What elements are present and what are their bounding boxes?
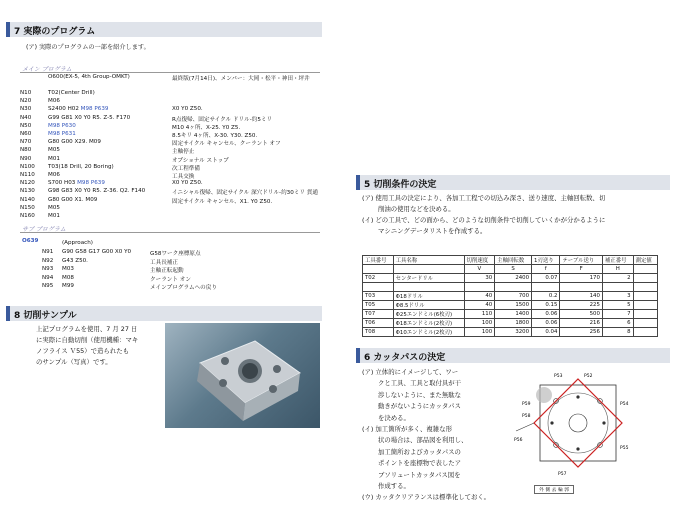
table-header-cell: H bbox=[602, 265, 633, 274]
g-code: G99 G81 X0 Y0 R5. Z-5. F170 bbox=[48, 114, 131, 121]
table-header-cell: 切削速度 bbox=[464, 256, 495, 265]
sample-photo bbox=[165, 323, 320, 428]
line-number: N80 bbox=[20, 147, 32, 154]
table-cell: 100 bbox=[464, 328, 495, 337]
table-header-cell bbox=[633, 265, 657, 274]
point-label: P56 bbox=[514, 438, 523, 443]
program-comment: 主軸停止 bbox=[172, 149, 195, 156]
program-comment: R点復帰、固定サイクル ドリル-約5ミリ bbox=[172, 116, 273, 123]
program-row bbox=[20, 197, 97, 203]
table-header-row bbox=[363, 256, 658, 265]
table-header-cell: 補正番号 bbox=[602, 256, 633, 265]
table-cell: T06 bbox=[363, 319, 394, 328]
line-number: N160 bbox=[20, 213, 35, 219]
table-row bbox=[363, 292, 658, 301]
table-cell: 110 bbox=[464, 310, 495, 319]
point-label: P55 bbox=[620, 446, 629, 451]
g-code: M01 bbox=[48, 213, 60, 219]
program-row bbox=[20, 172, 60, 178]
table-cell: T02 bbox=[363, 274, 394, 283]
program-comment: G58ワーク座標原点 bbox=[150, 251, 201, 257]
program-row bbox=[20, 123, 76, 129]
section-6-title: 6 カッタパスの決定 bbox=[364, 353, 446, 363]
line-number: N140 bbox=[20, 196, 35, 203]
table-cell: 6 bbox=[602, 319, 633, 328]
section-6-text bbox=[362, 367, 490, 504]
table-cell: Φ18エンドミル(2枚刃) bbox=[393, 319, 464, 328]
line-number: N120 bbox=[20, 180, 35, 187]
text-line: (ア) 使用工具の決定により、各加工工程での切込み深さ、送り速度、主軸回転数、切 bbox=[362, 194, 606, 202]
table-cell bbox=[560, 283, 603, 292]
text-line: のサンプル（写真）です。 bbox=[36, 358, 112, 366]
text-line: クと工具、工具と取付具が干 bbox=[378, 379, 462, 388]
table-cell bbox=[495, 283, 532, 292]
line-number: N150 bbox=[20, 204, 35, 211]
section-5-title: 5 切削条件の決定 bbox=[364, 180, 437, 190]
table-cell: 1800 bbox=[495, 319, 532, 328]
line-number: N10 bbox=[20, 90, 32, 96]
program-comment: 工具長補正 bbox=[150, 259, 178, 266]
program-comment: メインプログラムへの戻り bbox=[150, 285, 217, 292]
table-cell: Φ8.5ドリル bbox=[393, 301, 464, 310]
program-comment: M10 4ヶ所、X-25. Y0 Z5. bbox=[172, 124, 241, 131]
program-row bbox=[20, 205, 60, 211]
table-header-cell: 工具番号 bbox=[363, 256, 394, 265]
g-code: G90 G58 G17 G00 X0 Y0 bbox=[62, 249, 132, 255]
program-row bbox=[20, 213, 60, 219]
text-line: 作成する。 bbox=[378, 482, 410, 491]
table-cell: 2 bbox=[602, 274, 633, 283]
g-code: S700 H03 bbox=[48, 180, 78, 187]
main-program-label: メイン プログラム bbox=[22, 66, 72, 73]
g-code: M06 bbox=[48, 98, 60, 105]
text-line: (イ) どの工具で、どの面から、どのような切削条件で切削していくかが分かるように bbox=[362, 216, 606, 224]
table-cell: 0.2 bbox=[532, 292, 560, 301]
line-number: N90 bbox=[20, 155, 32, 162]
section-8-text bbox=[36, 324, 138, 368]
g-code: G80 G00 X1. M09 bbox=[48, 196, 98, 203]
table-cell: 216 bbox=[560, 319, 603, 328]
point-label: P54 bbox=[620, 402, 629, 407]
g-code: M99 bbox=[62, 283, 74, 290]
program-comment: 固定サイクル キャンセル、X1. Y0 Z50. bbox=[172, 198, 273, 205]
point-label: P57 bbox=[558, 472, 567, 477]
subprogram-call: M98 P639 bbox=[77, 180, 105, 187]
table-cell: T08 bbox=[363, 328, 394, 337]
g-code: M03 bbox=[62, 266, 74, 273]
sub-program-id: O639 bbox=[22, 238, 39, 244]
g-code: T02(Center Drill) bbox=[48, 90, 95, 96]
table-cell: 40 bbox=[464, 301, 495, 310]
table-cell bbox=[363, 283, 394, 292]
line-number: N110 bbox=[20, 172, 35, 178]
program-comment: 固定サイクル キャンセル、クーラント オフ bbox=[172, 141, 281, 148]
point-label: P58 bbox=[522, 414, 531, 419]
table-cell: 500 bbox=[560, 310, 603, 319]
program-row bbox=[20, 115, 130, 121]
text-line: マシニングデータリストを作成する。 bbox=[378, 227, 487, 235]
program-comment: 主軸正転起動 bbox=[150, 268, 184, 275]
point-label: P53 bbox=[554, 374, 563, 379]
table-cell bbox=[532, 283, 560, 292]
program-comment: 8.5キリ 4ヶ所、X-30. Y30. Z50. bbox=[172, 133, 258, 139]
program-row bbox=[20, 98, 60, 104]
sub-program-row bbox=[42, 266, 74, 272]
table-row bbox=[363, 301, 658, 310]
sub-program-row bbox=[42, 275, 74, 281]
program-comment: クーラント オン bbox=[150, 276, 191, 283]
program-row bbox=[20, 156, 60, 162]
program-comment: 次工程準備 bbox=[172, 165, 200, 172]
table-cell: 700 bbox=[495, 292, 532, 301]
table-cell: 225 bbox=[560, 301, 603, 310]
table-cell: Φ10エンドミル(2枚刃) bbox=[393, 328, 464, 337]
table-cell bbox=[633, 328, 657, 337]
table-cell: 7 bbox=[602, 310, 633, 319]
line-number: N40 bbox=[20, 114, 32, 121]
section-7-title: 7 実際のプログラム bbox=[14, 27, 96, 37]
line-number: N30 bbox=[20, 106, 32, 113]
table-cell: 1500 bbox=[495, 301, 532, 310]
divider bbox=[20, 72, 320, 73]
line-number: N70 bbox=[20, 139, 32, 146]
sub-program-row bbox=[42, 258, 88, 264]
table-cell bbox=[633, 292, 657, 301]
program-row bbox=[20, 180, 105, 186]
table-cell: Φ18ドリル bbox=[393, 292, 464, 301]
subprogram-call: M98 P639 bbox=[80, 106, 109, 113]
cutter-path-diagram bbox=[514, 371, 642, 499]
table-header-cell: 1刃送り bbox=[532, 256, 560, 265]
table-cell: 2400 bbox=[495, 274, 532, 283]
line-number: N94 bbox=[42, 274, 54, 281]
table-cell: 0.06 bbox=[532, 310, 560, 319]
table-header-cell: F bbox=[560, 265, 603, 274]
text-line: 削油の使用などを決める。 bbox=[378, 205, 455, 213]
table-cell: 140 bbox=[560, 292, 603, 301]
table-row bbox=[363, 310, 658, 319]
line-number: N92 bbox=[42, 257, 54, 264]
table-cell: 0.06 bbox=[532, 319, 560, 328]
text-line: (ウ) カッタクリアランスは標準化しておく。 bbox=[362, 493, 491, 502]
section-8-title: 8 切削サンプル bbox=[14, 311, 77, 321]
section-5-text bbox=[362, 193, 605, 237]
line-number: N93 bbox=[42, 266, 54, 273]
text-line: 動きがないようにカッタパス bbox=[378, 402, 461, 411]
table-cell: Φ25エンドミル(6枚刃) bbox=[393, 310, 464, 319]
text-line: 上記プログラムを使用、7 月 27 日 bbox=[36, 325, 138, 333]
table-cell: 3200 bbox=[495, 328, 532, 337]
table-header-cell: S bbox=[495, 265, 532, 274]
g-code: G98 G83 X0 Y0 R5. Z-36. Q2. F140 bbox=[48, 188, 146, 195]
text-line: を決める。 bbox=[378, 413, 410, 422]
table-cell bbox=[633, 310, 657, 319]
table-cell: T05 bbox=[363, 301, 394, 310]
table-header-cell: テーブル送り bbox=[560, 256, 603, 265]
g-code: G43 Z50. bbox=[62, 257, 88, 264]
table-cell: 3 bbox=[602, 292, 633, 301]
program-row bbox=[20, 106, 108, 112]
subprogram-call: M98 P631 bbox=[48, 131, 76, 137]
program-header-left: O600(EX-5, 4th Group-OMKT) bbox=[48, 74, 130, 80]
table-header-row bbox=[363, 265, 658, 274]
table-cell: 30 bbox=[464, 274, 495, 283]
line-number: N91 bbox=[42, 249, 54, 255]
table-cell bbox=[633, 274, 657, 283]
line-number: N60 bbox=[20, 131, 32, 137]
g-code: M05 bbox=[48, 147, 60, 154]
text-line: 状の場合は、部品図を利用し、 bbox=[378, 436, 468, 445]
sub-program-row bbox=[42, 283, 74, 289]
table-header-cell bbox=[363, 265, 394, 274]
program-row bbox=[20, 164, 114, 170]
table-cell bbox=[393, 283, 464, 292]
text-line: (イ) 加工箇所が多く、複雑な形 bbox=[362, 425, 452, 434]
program-comment: X0 Y0 Z50. bbox=[172, 106, 203, 113]
text-line: ブソリュートカッタパス図を bbox=[378, 470, 461, 479]
line-number: N100 bbox=[20, 163, 35, 170]
g-code: M06 bbox=[48, 172, 60, 178]
g-code: G80 G00 X29. M09 bbox=[48, 139, 101, 146]
g-code: M01 bbox=[48, 155, 60, 162]
program-comment: X0 Y0 Z50. bbox=[172, 180, 203, 187]
line-number: N130 bbox=[20, 188, 35, 195]
point-label: P59 bbox=[522, 402, 531, 407]
table-header-cell: 測定値 bbox=[633, 256, 657, 265]
sub-program-header: (Approach) bbox=[62, 240, 93, 246]
machined-part-image bbox=[165, 323, 320, 428]
table-cell bbox=[464, 283, 495, 292]
program-comment: 工具交換 bbox=[172, 174, 195, 180]
line-number: N50 bbox=[20, 122, 32, 129]
table-row bbox=[363, 319, 658, 328]
table-row bbox=[363, 274, 658, 283]
table-row bbox=[363, 283, 658, 292]
table-header-cell bbox=[393, 265, 464, 274]
subprogram-call: M98 P630 bbox=[48, 122, 76, 129]
text-line: ポイントを座標物で表したア bbox=[378, 459, 462, 468]
diagram-caption: 外 側 去 輪 郭 bbox=[534, 485, 574, 494]
program-row bbox=[20, 188, 145, 194]
program-row bbox=[20, 131, 76, 137]
divider bbox=[20, 232, 320, 233]
g-code: T03(18 Drill, 20 Boring) bbox=[48, 163, 114, 170]
section-7-intro: (ア) 実際のプログラムの一部を紹介します。 bbox=[26, 44, 150, 51]
table-cell bbox=[633, 319, 657, 328]
program-row bbox=[20, 139, 101, 145]
program-comment: イニシャル復帰、固定サイクル 深穴ドリル-約30ミリ 貫通 bbox=[172, 190, 318, 197]
table-cell: センタードリル bbox=[393, 274, 464, 283]
g-code: S2400 H02 bbox=[48, 106, 81, 113]
table-cell: T03 bbox=[363, 292, 394, 301]
text-line: (ア) 立体的にイメージして、ワー bbox=[362, 368, 459, 376]
table-header-cell: f bbox=[532, 265, 560, 274]
table-cell: 0.15 bbox=[532, 301, 560, 310]
text-line: に実際に自動切削（使用機種：マキ bbox=[36, 336, 139, 344]
table-cell: 256 bbox=[560, 328, 603, 337]
program-row bbox=[20, 90, 95, 96]
table-row bbox=[363, 328, 658, 337]
cutter-path-svg bbox=[514, 371, 642, 499]
table-cell: 0.04 bbox=[532, 328, 560, 337]
program-row bbox=[20, 147, 60, 153]
table-cell: 40 bbox=[464, 292, 495, 301]
text-line: 加工箇所およびカッタパスの bbox=[378, 447, 461, 456]
point-label: P52 bbox=[584, 374, 593, 379]
table-cell: T07 bbox=[363, 310, 394, 319]
text-line: ノフライス Ｖ55）で造られたも bbox=[36, 347, 129, 355]
g-code: M05 bbox=[48, 204, 60, 211]
table-cell: 1400 bbox=[495, 310, 532, 319]
machining-data-table bbox=[362, 255, 658, 337]
sub-program-row bbox=[42, 249, 131, 255]
line-number: N95 bbox=[42, 283, 54, 290]
table-cell bbox=[633, 283, 657, 292]
g-code: M08 bbox=[62, 274, 74, 281]
table-header-cell: V bbox=[464, 265, 495, 274]
table-header-cell: 主軸回転数 bbox=[495, 256, 532, 265]
table-cell bbox=[633, 301, 657, 310]
table-cell: 170 bbox=[560, 274, 603, 283]
text-line: 渉しないように、また無駄な bbox=[378, 390, 462, 399]
table-cell: 8 bbox=[602, 328, 633, 337]
line-number: N20 bbox=[20, 98, 32, 105]
table-cell: 100 bbox=[464, 319, 495, 328]
program-comment: オプショナル ストップ bbox=[172, 157, 229, 164]
program-header-right: 最終版(7月14日)、メンバー：大岡・松平・神田・坪井 bbox=[172, 76, 310, 82]
sub-program-label: サブ プログラム bbox=[22, 226, 66, 233]
table-cell: 5 bbox=[602, 301, 633, 310]
table-cell bbox=[602, 283, 633, 292]
table-header-cell: 工具名称 bbox=[393, 256, 464, 265]
table-cell: 0.07 bbox=[532, 274, 560, 283]
